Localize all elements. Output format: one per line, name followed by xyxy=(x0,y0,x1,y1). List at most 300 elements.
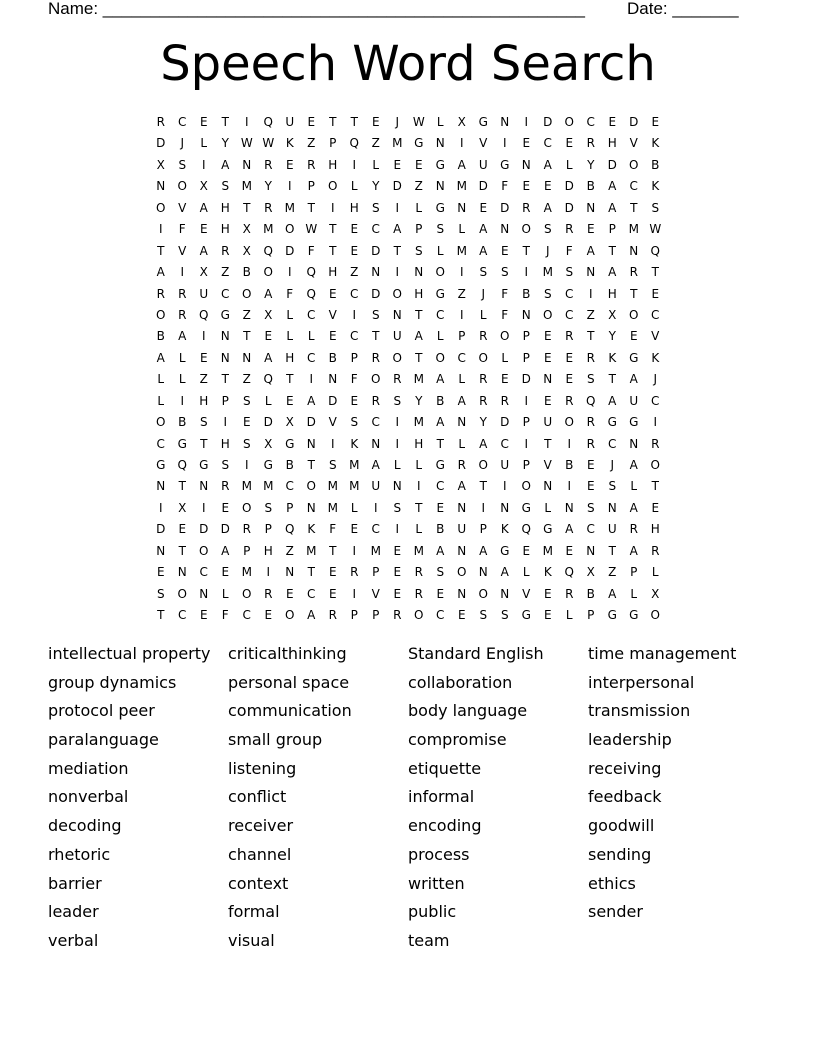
grid-letter[interactable]: O xyxy=(521,222,531,237)
grid-letter[interactable]: I xyxy=(395,200,400,215)
grid-letter[interactable]: E xyxy=(350,243,359,258)
grid-letter[interactable]: N xyxy=(586,543,596,558)
grid-letter[interactable]: A xyxy=(629,543,638,558)
grid-letter[interactable]: U xyxy=(457,522,467,537)
grid-letter[interactable]: R xyxy=(393,372,402,387)
grid-letter[interactable]: R xyxy=(586,350,595,365)
grid-letter[interactable]: T xyxy=(608,372,616,387)
grid-letter[interactable]: A xyxy=(608,265,617,280)
grid-letter[interactable]: R xyxy=(264,157,273,172)
grid-letter[interactable]: L xyxy=(522,565,530,580)
grid-letter[interactable]: A xyxy=(221,157,230,172)
grid-letter[interactable]: I xyxy=(502,479,507,494)
grid-letter[interactable]: V xyxy=(328,415,337,430)
grid-letter[interactable]: M xyxy=(628,222,639,237)
grid-letter[interactable]: X xyxy=(264,307,273,322)
grid-letter[interactable]: N xyxy=(564,500,574,515)
grid-letter[interactable]: P xyxy=(329,136,337,151)
grid-letter[interactable]: G xyxy=(435,458,445,472)
grid-letter[interactable]: H xyxy=(414,436,424,451)
grid-letter[interactable]: S xyxy=(500,265,509,280)
grid-letter[interactable]: Q xyxy=(263,115,273,129)
grid-letter[interactable]: R xyxy=(651,543,660,558)
grid-letter[interactable]: O xyxy=(500,329,510,344)
grid-letter[interactable]: R xyxy=(479,393,488,408)
grid-letter[interactable]: G xyxy=(521,500,531,515)
grid-letter[interactable]: L xyxy=(200,136,208,151)
grid-letter[interactable]: X xyxy=(199,179,208,194)
grid-letter[interactable]: F xyxy=(221,608,229,623)
grid-letter[interactable]: I xyxy=(309,372,314,387)
grid-letter[interactable]: G xyxy=(629,415,639,430)
grid-letter[interactable]: G xyxy=(199,458,209,472)
name-field-label[interactable]: Name: ___________________________________________________ xyxy=(48,0,585,18)
grid-letter[interactable]: T xyxy=(651,265,659,280)
grid-letter[interactable]: R xyxy=(522,200,531,215)
grid-letter[interactable]: I xyxy=(502,136,507,151)
grid-letter[interactable]: D xyxy=(543,115,553,129)
grid-letter[interactable]: D xyxy=(629,115,639,129)
grid-letter[interactable]: U xyxy=(500,458,510,472)
grid-letter[interactable]: O xyxy=(543,307,553,322)
grid-letter[interactable]: Q xyxy=(177,458,187,472)
grid-letter[interactable]: O xyxy=(263,265,273,280)
grid-letter[interactable]: S xyxy=(586,500,595,515)
grid-letter[interactable]: D xyxy=(220,522,230,537)
grid-letter[interactable]: L xyxy=(221,586,229,601)
grid-letter[interactable]: Q xyxy=(306,286,316,301)
grid-letter[interactable]: L xyxy=(393,458,401,472)
grid-letter[interactable]: Y xyxy=(264,179,272,194)
grid-letter[interactable]: Z xyxy=(414,179,423,194)
grid-letter[interactable]: I xyxy=(481,500,486,515)
grid-letter[interactable]: R xyxy=(586,136,595,151)
grid-letter[interactable]: E xyxy=(328,565,337,580)
grid-letter[interactable]: M xyxy=(327,500,338,515)
grid-letter[interactable]: I xyxy=(180,265,185,280)
grid-letter[interactable]: C xyxy=(457,350,466,365)
grid-letter[interactable]: N xyxy=(177,565,187,580)
grid-letter[interactable]: R xyxy=(156,286,165,301)
grid-letter[interactable]: K xyxy=(543,565,552,580)
grid-letter[interactable]: T xyxy=(329,222,337,237)
grid-letter[interactable]: E xyxy=(393,586,402,601)
grid-letter[interactable]: L xyxy=(630,479,638,494)
grid-letter[interactable]: N xyxy=(457,586,467,601)
grid-letter[interactable]: E xyxy=(543,179,552,194)
grid-letter[interactable]: D xyxy=(156,136,166,151)
grid-letter[interactable]: L xyxy=(479,307,487,322)
grid-letter[interactable]: E xyxy=(543,350,552,365)
grid-letter[interactable]: E xyxy=(586,479,595,494)
grid-letter[interactable]: J xyxy=(180,136,185,151)
grid-letter[interactable]: H xyxy=(220,436,230,451)
grid-letter[interactable]: S xyxy=(651,200,660,215)
grid-letter[interactable]: L xyxy=(458,436,466,451)
grid-letter[interactable]: L xyxy=(565,608,573,623)
grid-letter[interactable]: R xyxy=(629,265,638,280)
grid-letter[interactable]: E xyxy=(629,329,638,344)
grid-letter[interactable]: P xyxy=(221,393,229,408)
grid-letter[interactable]: I xyxy=(352,307,357,322)
grid-letter[interactable]: R xyxy=(371,350,380,365)
grid-letter[interactable]: M xyxy=(349,458,360,472)
grid-letter[interactable]: C xyxy=(350,286,359,301)
grid-letter[interactable]: T xyxy=(522,243,530,258)
grid-letter[interactable]: E xyxy=(199,350,208,365)
grid-letter[interactable]: I xyxy=(266,565,271,580)
grid-letter[interactable]: T xyxy=(350,115,358,129)
grid-letter[interactable]: W xyxy=(412,115,425,129)
grid-letter[interactable]: D xyxy=(478,179,488,194)
grid-letter[interactable]: N xyxy=(457,500,467,515)
grid-letter[interactable]: H xyxy=(220,222,230,237)
grid-letter[interactable]: A xyxy=(479,543,488,558)
grid-letter[interactable]: E xyxy=(285,157,294,172)
grid-letter[interactable]: X xyxy=(178,500,187,515)
grid-letter[interactable]: E xyxy=(264,329,273,344)
grid-letter[interactable]: G xyxy=(435,200,445,215)
grid-letter[interactable]: S xyxy=(543,286,552,301)
grid-letter[interactable]: X xyxy=(242,222,251,237)
grid-letter[interactable]: A xyxy=(156,265,165,280)
grid-letter[interactable]: E xyxy=(436,586,445,601)
grid-letter[interactable]: K xyxy=(651,136,660,151)
grid-letter[interactable]: D xyxy=(500,200,510,215)
grid-letter[interactable]: G xyxy=(414,136,424,151)
grid-letter[interactable]: E xyxy=(393,565,402,580)
grid-letter[interactable]: T xyxy=(544,436,552,451)
grid-letter[interactable]: O xyxy=(435,265,445,280)
grid-letter[interactable]: C xyxy=(565,286,574,301)
grid-letter[interactable]: A xyxy=(586,243,595,258)
grid-letter[interactable]: O xyxy=(177,179,187,194)
grid-letter[interactable]: I xyxy=(201,329,206,344)
grid-letter[interactable]: L xyxy=(350,500,358,515)
grid-letter[interactable]: Q xyxy=(306,265,316,280)
grid-letter[interactable]: I xyxy=(244,115,249,129)
grid-letter[interactable]: Q xyxy=(263,372,273,387)
grid-letter[interactable]: O xyxy=(306,479,316,494)
grid-letter[interactable]: K xyxy=(651,350,660,365)
grid-letter[interactable]: O xyxy=(457,565,467,580)
grid-letter[interactable]: T xyxy=(286,372,294,387)
grid-letter[interactable]: B xyxy=(156,329,165,344)
grid-letter[interactable]: I xyxy=(158,222,163,237)
grid-letter[interactable]: E xyxy=(651,286,660,301)
grid-letter[interactable]: N xyxy=(285,565,295,580)
grid-letter[interactable]: T xyxy=(630,286,638,301)
grid-letter[interactable]: D xyxy=(564,179,574,194)
grid-letter[interactable]: I xyxy=(395,522,400,537)
grid-letter[interactable]: H xyxy=(414,286,424,301)
grid-letter[interactable]: E xyxy=(221,500,230,515)
grid-letter[interactable]: A xyxy=(414,329,423,344)
grid-letter[interactable]: V xyxy=(629,136,638,151)
grid-letter[interactable]: Y xyxy=(372,179,380,194)
grid-letter[interactable]: J xyxy=(653,372,658,387)
grid-letter[interactable]: R xyxy=(565,222,574,237)
grid-letter[interactable]: G xyxy=(177,436,187,451)
grid-letter[interactable]: S xyxy=(414,243,423,258)
grid-letter[interactable]: N xyxy=(586,200,596,215)
grid-letter[interactable]: S xyxy=(350,415,359,430)
grid-letter[interactable]: N xyxy=(586,265,596,280)
grid-letter[interactable]: F xyxy=(178,222,186,237)
grid-letter[interactable]: O xyxy=(199,543,209,558)
grid-letter[interactable]: R xyxy=(586,415,595,430)
grid-letter[interactable]: C xyxy=(371,222,380,237)
grid-letter[interactable]: N xyxy=(478,565,488,580)
grid-letter[interactable]: Y xyxy=(608,329,616,344)
grid-letter[interactable]: W xyxy=(262,136,275,151)
grid-letter[interactable]: L xyxy=(350,179,358,194)
grid-letter[interactable]: U xyxy=(543,415,553,430)
grid-letter[interactable]: B xyxy=(651,157,660,172)
grid-letter[interactable]: C xyxy=(543,136,552,151)
grid-letter[interactable]: C xyxy=(651,307,660,322)
grid-letter[interactable]: R xyxy=(221,243,230,258)
grid-letter[interactable]: E xyxy=(285,393,294,408)
grid-letter[interactable]: M xyxy=(263,222,274,237)
grid-letter[interactable]: G xyxy=(263,458,273,472)
grid-letter[interactable]: I xyxy=(180,393,185,408)
grid-letter[interactable]: N xyxy=(521,307,531,322)
grid-letter[interactable]: E xyxy=(199,115,208,129)
grid-letter[interactable]: P xyxy=(608,222,616,237)
grid-letter[interactable]: C xyxy=(586,115,595,129)
grid-letter[interactable]: E xyxy=(479,200,488,215)
grid-letter[interactable]: N xyxy=(306,436,316,451)
grid-letter[interactable]: A xyxy=(608,200,617,215)
grid-letter[interactable]: M xyxy=(349,479,360,494)
grid-letter[interactable]: T xyxy=(329,543,337,558)
grid-letter[interactable]: N xyxy=(371,265,381,280)
grid-letter[interactable]: A xyxy=(479,436,488,451)
grid-letter[interactable]: A xyxy=(608,179,617,194)
grid-letter[interactable]: B xyxy=(586,586,595,601)
grid-letter[interactable]: E xyxy=(586,458,595,472)
grid-letter[interactable]: O xyxy=(414,608,424,623)
grid-letter[interactable]: M xyxy=(413,372,424,387)
grid-letter[interactable]: F xyxy=(329,522,337,537)
grid-letter[interactable]: T xyxy=(243,329,251,344)
grid-letter[interactable]: N xyxy=(629,243,639,258)
grid-letter[interactable]: P xyxy=(630,565,638,580)
grid-letter[interactable]: E xyxy=(565,543,574,558)
grid-letter[interactable]: E xyxy=(500,243,509,258)
grid-letter[interactable]: A xyxy=(264,286,273,301)
grid-letter[interactable]: M xyxy=(263,479,274,494)
grid-letter[interactable]: A xyxy=(479,222,488,237)
grid-letter[interactable]: R xyxy=(565,393,574,408)
grid-letter[interactable]: Q xyxy=(285,522,295,537)
grid-letter[interactable]: R xyxy=(629,522,638,537)
grid-letter[interactable]: T xyxy=(415,307,423,322)
grid-letter[interactable]: D xyxy=(306,415,316,430)
grid-letter[interactable]: E xyxy=(543,586,552,601)
grid-letter[interactable]: E xyxy=(328,286,337,301)
grid-letter[interactable]: S xyxy=(371,200,380,215)
grid-letter[interactable]: R xyxy=(307,157,316,172)
grid-letter[interactable]: Z xyxy=(608,565,617,580)
grid-letter[interactable]: G xyxy=(285,436,295,451)
grid-letter[interactable]: N xyxy=(306,500,316,515)
grid-letter[interactable]: O xyxy=(371,372,381,387)
grid-letter[interactable]: E xyxy=(651,115,660,129)
grid-letter[interactable]: L xyxy=(415,522,423,537)
grid-letter[interactable]: A xyxy=(629,372,638,387)
grid-letter[interactable]: N xyxy=(242,350,252,365)
grid-letter[interactable]: D xyxy=(328,393,338,408)
grid-letter[interactable]: N xyxy=(392,479,402,494)
grid-letter[interactable]: O xyxy=(242,286,252,301)
grid-letter[interactable]: T xyxy=(608,543,616,558)
grid-letter[interactable]: U xyxy=(478,157,488,172)
grid-letter[interactable]: A xyxy=(608,586,617,601)
grid-letter[interactable]: N xyxy=(500,115,510,129)
grid-letter[interactable]: N xyxy=(156,479,166,494)
grid-letter[interactable]: W xyxy=(240,136,253,151)
grid-letter[interactable]: I xyxy=(459,136,464,151)
grid-letter[interactable]: I xyxy=(459,265,464,280)
grid-letter[interactable]: Y xyxy=(415,393,423,408)
grid-letter[interactable]: L xyxy=(651,565,659,580)
grid-letter[interactable]: B xyxy=(586,179,595,194)
grid-letter[interactable]: M xyxy=(241,479,252,494)
grid-letter[interactable]: T xyxy=(587,329,595,344)
grid-letter[interactable]: T xyxy=(608,243,616,258)
grid-letter[interactable]: H xyxy=(650,522,660,537)
grid-letter[interactable]: L xyxy=(415,458,423,472)
grid-letter[interactable]: L xyxy=(286,307,294,322)
grid-letter[interactable]: K xyxy=(651,179,660,194)
grid-letter[interactable]: D xyxy=(564,200,574,215)
grid-letter[interactable]: X xyxy=(242,243,251,258)
grid-letter[interactable]: O xyxy=(242,586,252,601)
grid-letter[interactable]: R xyxy=(264,586,273,601)
grid-letter[interactable]: P xyxy=(479,522,487,537)
grid-letter[interactable]: S xyxy=(500,608,509,623)
grid-letter[interactable]: C xyxy=(307,586,316,601)
grid-letter[interactable]: T xyxy=(157,608,165,623)
grid-letter[interactable]: A xyxy=(629,458,638,472)
grid-letter[interactable]: T xyxy=(329,243,337,258)
grid-letter[interactable]: T xyxy=(393,243,401,258)
grid-letter[interactable]: O xyxy=(478,458,488,472)
grid-letter[interactable]: C xyxy=(436,479,445,494)
grid-letter[interactable]: A xyxy=(156,350,165,365)
grid-letter[interactable]: C xyxy=(565,307,574,322)
grid-letter[interactable]: R xyxy=(586,436,595,451)
grid-letter[interactable]: S xyxy=(242,436,251,451)
grid-letter[interactable]: Z xyxy=(285,543,294,558)
grid-letter[interactable]: Q xyxy=(199,307,209,322)
grid-letter[interactable]: F xyxy=(501,286,509,301)
grid-letter[interactable]: N xyxy=(414,265,424,280)
grid-letter[interactable]: X xyxy=(651,586,660,601)
grid-letter[interactable]: P xyxy=(522,415,530,430)
grid-letter[interactable]: V xyxy=(178,243,187,258)
grid-letter[interactable]: M xyxy=(413,543,424,558)
grid-letter[interactable]: T xyxy=(307,565,315,580)
grid-letter[interactable]: F xyxy=(565,243,573,258)
grid-letter[interactable]: A xyxy=(264,350,273,365)
grid-letter[interactable]: M xyxy=(542,265,553,280)
grid-letter[interactable]: E xyxy=(393,543,402,558)
grid-letter[interactable]: Z xyxy=(242,372,251,387)
grid-letter[interactable]: L xyxy=(178,350,186,365)
grid-letter[interactable]: C xyxy=(500,436,509,451)
grid-letter[interactable]: G xyxy=(607,608,617,623)
grid-letter[interactable]: A xyxy=(543,157,552,172)
grid-letter[interactable]: L xyxy=(307,329,315,344)
grid-letter[interactable]: L xyxy=(436,243,444,258)
grid-letter[interactable]: D xyxy=(371,286,381,301)
grid-letter[interactable]: O xyxy=(392,286,402,301)
grid-letter[interactable]: H xyxy=(349,200,359,215)
grid-letter[interactable]: N xyxy=(500,500,510,515)
grid-letter[interactable]: M xyxy=(241,179,252,194)
grid-letter[interactable]: R xyxy=(264,200,273,215)
grid-letter[interactable]: M xyxy=(542,543,553,558)
grid-letter[interactable]: Z xyxy=(350,265,359,280)
grid-letter[interactable]: X xyxy=(285,415,294,430)
grid-letter[interactable]: O xyxy=(435,350,445,365)
grid-letter[interactable]: A xyxy=(457,479,466,494)
grid-letter[interactable]: E xyxy=(414,157,423,172)
grid-letter[interactable]: E xyxy=(307,115,316,129)
grid-letter[interactable]: C xyxy=(285,479,294,494)
grid-letter[interactable]: O xyxy=(521,479,531,494)
grid-letter[interactable]: R xyxy=(156,115,165,129)
grid-letter[interactable]: A xyxy=(608,393,617,408)
grid-letter[interactable]: D xyxy=(263,415,273,430)
grid-letter[interactable]: E xyxy=(522,136,531,151)
grid-letter[interactable]: M xyxy=(241,565,252,580)
grid-letter[interactable]: A xyxy=(457,393,466,408)
grid-letter[interactable]: F xyxy=(501,179,509,194)
grid-letter[interactable]: I xyxy=(524,436,529,451)
grid-letter[interactable]: Q xyxy=(521,522,531,537)
grid-letter[interactable]: V xyxy=(371,586,380,601)
grid-letter[interactable]: C xyxy=(629,179,638,194)
grid-letter[interactable]: L xyxy=(157,372,165,387)
grid-letter[interactable]: V xyxy=(178,200,187,215)
grid-letter[interactable]: C xyxy=(371,415,380,430)
grid-letter[interactable]: L xyxy=(458,372,466,387)
grid-letter[interactable]: E xyxy=(371,115,380,129)
grid-letter[interactable]: T xyxy=(157,243,165,258)
grid-letter[interactable]: H xyxy=(607,136,617,151)
grid-letter[interactable]: H xyxy=(328,265,338,280)
grid-letter[interactable]: J xyxy=(481,286,486,301)
grid-letter[interactable]: D xyxy=(371,243,381,258)
grid-letter[interactable]: I xyxy=(201,500,206,515)
grid-letter[interactable]: N xyxy=(457,543,467,558)
grid-letter[interactable]: M xyxy=(306,543,317,558)
grid-letter[interactable]: K xyxy=(350,436,359,451)
grid-letter[interactable]: S xyxy=(328,458,337,472)
grid-letter[interactable]: T xyxy=(307,200,315,215)
grid-letter[interactable]: N xyxy=(220,350,230,365)
grid-letter[interactable]: F xyxy=(501,307,509,322)
grid-letter[interactable]: S xyxy=(565,265,574,280)
grid-letter[interactable]: O xyxy=(242,500,252,515)
grid-letter[interactable]: N xyxy=(199,479,209,494)
grid-letter[interactable]: H xyxy=(285,350,295,365)
grid-letter[interactable]: I xyxy=(244,458,249,472)
